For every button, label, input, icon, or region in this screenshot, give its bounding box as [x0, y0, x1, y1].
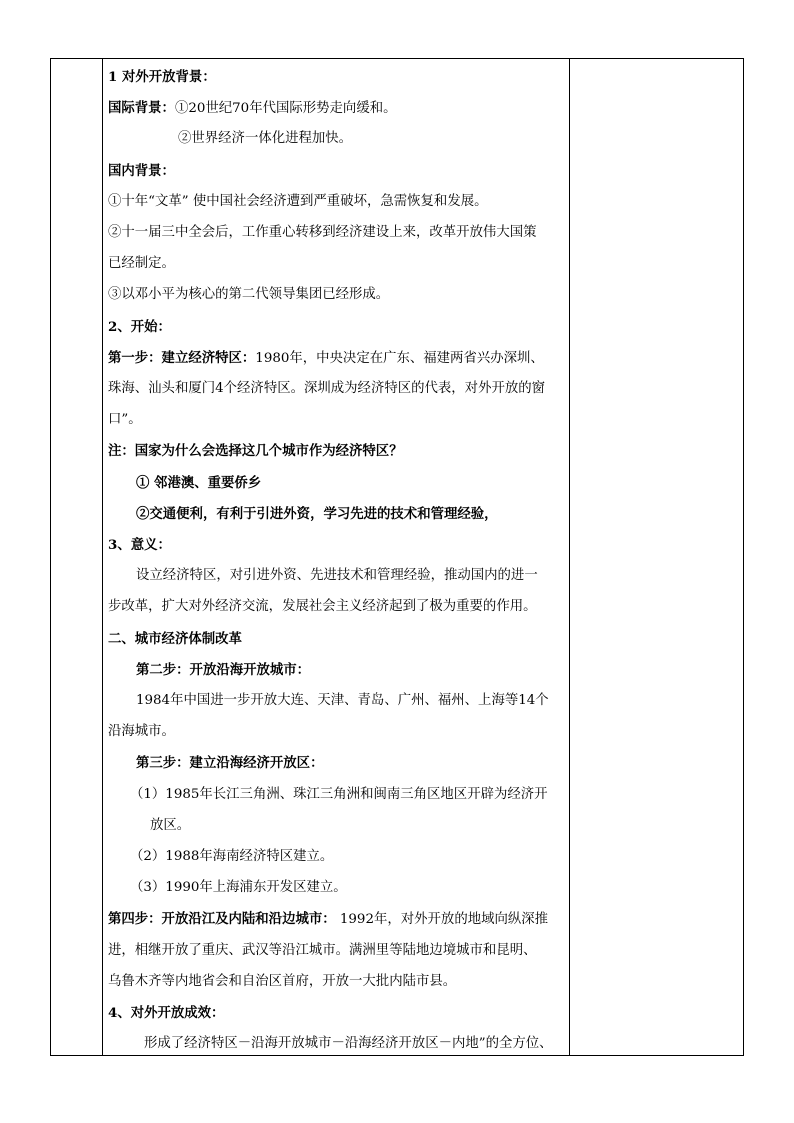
text-line — [108, 379, 545, 399]
bold-text: 第三步：建立沿海经济开放区： — [136, 755, 324, 772]
bold-text: 1 对外开放背景： — [108, 69, 216, 85]
text-line — [108, 348, 544, 369]
bold-text: 2、开始： — [108, 318, 171, 335]
body-text: ③以邓小平为核心的第二代领导集团已经形成。 — [108, 287, 390, 303]
text-line — [150, 816, 190, 836]
text-line — [136, 753, 323, 774]
text-line — [108, 285, 389, 305]
bold-text: 第一步：建立经济特区： — [108, 349, 256, 366]
text-line — [108, 972, 456, 992]
body-text: 珠海、汕头和厦门4个经济特区。深圳成为经济特区的代表，对外开放的窗 — [108, 381, 546, 396]
text-line — [130, 785, 548, 805]
bold-text: 注：国家为什么会选择这几个城市作为经济特区？ — [108, 443, 403, 460]
bold-text: ②交通便利，有利于引进外资，学习先进的技术和管理经验， — [136, 505, 498, 522]
text-line — [136, 691, 549, 711]
text-line — [108, 535, 171, 556]
body-text: 沿海城市。 — [108, 724, 175, 740]
body-text: （2）1988年海南经济特区建立。 — [130, 849, 334, 864]
body-text: （1）1985年长江三角洲、珠江三角洲和闽南三角区地区开辟为经济开 — [130, 786, 548, 802]
bold-text: 3、意义： — [108, 537, 171, 553]
body-text: ②十一届三中全会后，工作重心转移到经济建设上来，改革开放伟大国策 — [108, 225, 537, 240]
body-text: 进，相继开放了重庆、武汉等沿江城市。满洲里等陆地边境城市和昆明、 — [108, 942, 537, 958]
body-text: 1992年，对外开放的地域向纵深推 — [335, 912, 549, 928]
column-divider-right — [569, 59, 570, 1055]
text-line — [108, 1003, 224, 1024]
column-divider-left — [102, 59, 103, 1055]
body-text: 乌鲁木齐等内地省会和自治区首府，开放一大批内陆市县。 — [108, 973, 457, 989]
body-text: 放区。 — [150, 817, 191, 833]
bold-text: 第四步：开放沿江及内陆和沿边城市： — [108, 911, 336, 928]
text-line — [108, 909, 548, 930]
body-text: 设立经济特区，对引进外资、先进技术和管理经验，推动国内的进一 — [136, 568, 538, 584]
text-line — [108, 410, 142, 430]
body-text: 1980年，中央决定在广东、福建两省兴办深圳、 — [255, 350, 544, 366]
text-line — [108, 629, 242, 650]
body-text: 步改革，扩大对外经济交流，发展社会主义经济起到了极为重要的作用。 — [108, 599, 537, 615]
bold-text: 国内背景： — [108, 162, 175, 179]
text-line — [136, 504, 498, 525]
bold-text: 第二步：开放沿海开放城市： — [136, 661, 311, 678]
text-line — [108, 98, 397, 119]
body-text: 口”。 — [108, 412, 142, 428]
text-line — [178, 129, 352, 149]
text-line — [108, 317, 171, 338]
text-line — [108, 67, 216, 88]
bold-text: 二、城市经济体制改革 — [108, 630, 242, 647]
body-text: 已经制定。 — [108, 256, 175, 272]
body-text: （3）1990年上海浦东开发区建立。 — [130, 880, 347, 896]
text-line — [108, 254, 175, 274]
body-text: 1984年中国进一步开放大连、天津、青岛、广州、福州、上海等14个 — [136, 693, 549, 708]
text-line — [108, 441, 403, 462]
body-text: ①十年“文革” 使中国社会经济遭到严重破坏，急需恢复和发展。 — [108, 193, 488, 209]
body-text: 形成了经济特区－沿海开放城市－沿海经济开放区－内地”的全方位、 — [144, 1036, 553, 1052]
bold-text: 国际背景： — [108, 100, 175, 117]
body-text: ②世界经济一体化进程加快。 — [178, 131, 353, 147]
text-line — [130, 878, 347, 898]
bold-text: ① 邻港澳、重要侨乡 — [136, 474, 262, 491]
text-line — [136, 566, 538, 586]
text-line — [108, 941, 537, 961]
bold-text: 4、对外开放成效： — [108, 1005, 225, 1021]
text-line — [108, 597, 537, 617]
text-line — [108, 192, 488, 212]
text-line — [144, 1034, 553, 1054]
text-line — [108, 161, 175, 182]
text-line — [136, 660, 310, 681]
text-line — [136, 473, 261, 494]
body-text: ①20世纪70年代国际形势走向缓和。 — [174, 101, 397, 117]
text-line — [108, 223, 537, 243]
text-line — [130, 847, 333, 867]
table-frame — [50, 58, 744, 1056]
text-line — [108, 722, 175, 742]
